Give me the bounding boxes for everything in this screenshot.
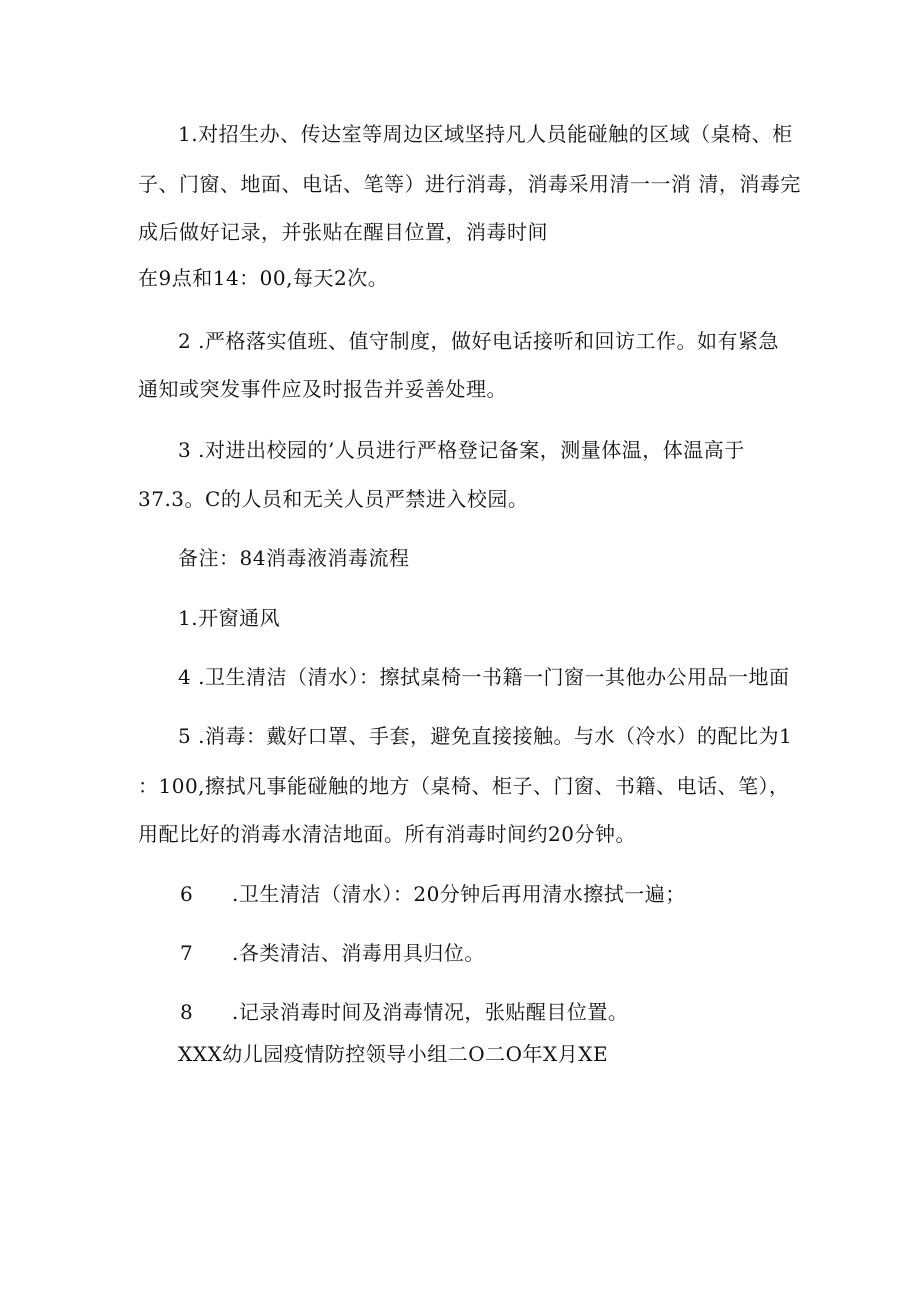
paragraph-1-line-2: 子、门窗、地面、电话、笔等）进行消毒，消毒采用清一一消 清，消毒完 — [138, 172, 801, 196]
paragraph-2-line-2: 通知或突发事件应及时报告并妥善处理。 — [138, 377, 507, 401]
paragraph-2-line-1: 2 .严格落实值班、值守制度，做好电话接听和回访工作。如有紧急 — [178, 329, 779, 353]
paragraph-1-line-1: 1.对招生办、传达室等周边区域坚持凡人员能碰触的区域（桌椅、柜 — [178, 122, 793, 146]
paragraph-1-line-4: 在9点和14：00,每天2次。 — [138, 266, 389, 290]
step-5-line-2: ：100,擦拭凡事能碰触的地方（桌椅、柜子、门窗、书籍、电话、笔）， — [138, 774, 790, 798]
step-6-text: .卫生清洁（清水）：20分钟后再用清水擦拭一遍； — [232, 882, 686, 906]
step-8-number: 8 — [180, 1000, 194, 1024]
paragraph-3-line-2: 37.3。C的人员和无关人员严禁进入校园。 — [138, 487, 529, 511]
note-title: 备注：84消毒液消毒流程 — [178, 546, 410, 570]
step-7-number: 7 — [180, 941, 194, 965]
step-7-text: .各类清洁、消毒用具归位。 — [232, 941, 485, 965]
step-5-line-1: 5 .消毒：戴好口罩、手套，避免直接接触。与水（冷水）的配比为1 — [178, 724, 793, 748]
step-5-line-3: 用配比好的消毒水清洁地面。所有消毒时间约20分钟。 — [138, 822, 636, 846]
step-4: 4 .卫生清洁（清水）：擦拭桌椅一书籍一门窗一其他办公用品一地面 — [178, 665, 790, 689]
step-8-text: .记录消毒时间及消毒情况，张贴醒目位置。 — [232, 1000, 629, 1024]
signature-line: XXX幼儿园疫情防控领导小组二O二O年X月XE — [178, 1042, 609, 1066]
paragraph-3-line-1: 3 .对进出校园的’人员进行严格登记备案，测量体温，体温高于 — [178, 438, 745, 462]
step-6-number: 6 — [180, 882, 194, 906]
step-1: 1.开窗通风 — [178, 606, 281, 630]
paragraph-1-line-3: 成后做好记录，并张贴在醒目位置，消毒时间 — [138, 220, 548, 244]
